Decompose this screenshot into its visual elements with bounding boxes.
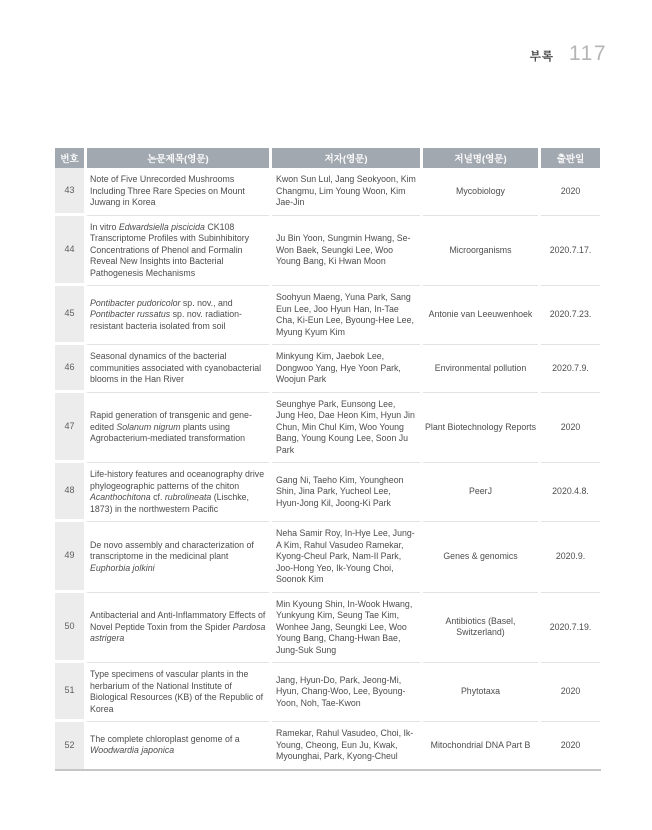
authors-cell: Minkyung Kim, Jaebok Lee, Dongwoo Yang, Hye Yoon Park, Woojun Park <box>272 345 420 393</box>
authors-cell: Gang Ni, Taeho Kim, Youngheon Shin, Jina Park, Yucheol Lee, Hyun-Jong Kil, Joong-Ki Park <box>272 463 420 522</box>
column-header-title: 논문제목(영문) <box>87 148 269 168</box>
paper-title-cell: Note of Five Unrecorded Mushrooms Including Three Rare Species on Mount Juwang in Korea <box>87 168 269 216</box>
row-number-cell: 43 <box>55 168 84 216</box>
column-header-date: 출판일 <box>541 148 600 168</box>
journal-cell: PeerJ <box>423 463 538 522</box>
journal-cell: Environmental pollution <box>423 345 538 393</box>
journal-cell: Mitochondrial DNA Part B <box>430 739 531 750</box>
table-row <box>55 345 601 393</box>
date-cell: 2020 <box>541 393 600 464</box>
table-row <box>55 286 601 345</box>
appendix-label: 부록 <box>529 51 555 63</box>
journal-cell: Phytotaxa <box>423 663 538 722</box>
date-cell: 2020.9. <box>541 522 600 593</box>
row-number-cell: 48 <box>55 463 84 522</box>
row-number-cell: 45 <box>55 286 84 345</box>
paper-title-cell: Life-history features and oceanography drive phylogeographic patterns of the chiton Acanthochitona cf. rubrolineata (Lischke, 1873) in the northwestern Pacific <box>87 463 269 522</box>
paper-title-cell: Seasonal dynamics of the bacterial communities associated with cyanobacterial blooms in the Han River <box>87 345 269 393</box>
paper-title-cell: In vitro Edwardsiella piscicida CK108 Transcriptome Profiles with Subinhibitory Concentrations of Phenol and Formalin Reveal New Insights into Bacterial Pathogenesis Mechanisms <box>87 216 269 287</box>
table-row <box>55 393 601 464</box>
authors-cell: Neha Samir Roy, In-Hye Lee, Jung-A Kim, Rahul Vasudeo Ramekar, Kyong-Cheul Park, Nam-Il Park, Joo-Hong Yeo, Ik-Young Choi, Soonok Kim <box>272 522 420 593</box>
table-row <box>55 522 601 593</box>
date-cell: 2020.7.19. <box>541 593 600 664</box>
date-cell: 2020 <box>560 739 581 750</box>
authors-cell: Kwon Sun Lul, Jang Seokyoon, Kim Changmu, Lim Young Woon, Kim Jae-Jin <box>272 168 420 216</box>
date-cell: 2020 <box>541 663 600 722</box>
paper-title-cell: Pontibacter pudoricolor sp. nov., and Pontibacter russatus sp. nov. radiation-resistant bacteria isolated from soil <box>87 286 269 345</box>
authors-cell: Ramekar, Rahul Vasudeo, Choi, Ik-Young, Cheong, Eun Ju, Kwak, Myounghai, Park, Kyong-Cheul <box>276 728 414 761</box>
table-row <box>55 593 601 664</box>
authors-cell: Min Kyoung Shin, In-Wook Hwang, Yunkyung Kim, Seung Tae Kim, Wonhee Jang, Seungki Lee, Woo Young Bang, Chang-Hwan Bae, Jung-Suk Sung <box>272 593 420 664</box>
table-row <box>55 663 601 722</box>
paper-title-cell: Antibacterial and Anti-Inflammatory Effects of Novel Peptide Toxin from the Spider Pardosa astrigera <box>87 593 269 664</box>
row-number-cell: 44 <box>55 216 84 287</box>
journal-cell: Mycobiology <box>423 168 538 216</box>
row-number-cell: 47 <box>55 393 84 464</box>
journal-cell: Antonie van Leeuwenhoek <box>423 286 538 345</box>
paper-title-cell: De novo assembly and characterization of transcriptome in the medicinal plant Euphorbia jolkini <box>87 522 269 593</box>
date-cell: 2020.7.17. <box>541 216 600 287</box>
papers-table <box>55 148 601 771</box>
authors-cell: Jang, Hyun-Do, Park, Jeong-Mi, Hyun, Chang-Woo, Lee, Byoung-Yoon, Noh, Tae-Kwon <box>272 663 420 722</box>
authors-cell: Seunghye Park, Eunsong Lee, Jung Heo, Dae Heon Kim, Hyun Jin Chun, Min Chul Kim, Woo Young Bang, Young Koung Lee, Soon Ju Park <box>272 393 420 464</box>
page-header <box>530 42 607 66</box>
date-cell: 2020.7.23. <box>541 286 600 345</box>
table-row <box>55 463 601 522</box>
authors-cell: Ju Bin Yoon, Sungmin Hwang, Se-Won Baek, Seungki Lee, Woo Young Bang, Ki Hwan Moon <box>272 216 420 287</box>
column-header-authors: 저자(영문) <box>272 148 420 168</box>
table-row <box>55 168 601 216</box>
row-number-cell: 52 <box>55 722 84 769</box>
date-cell: 2020.7.9. <box>541 345 600 393</box>
table-row <box>55 216 601 287</box>
journal-cell: Microorganisms <box>423 216 538 287</box>
row-number-cell: 49 <box>55 522 84 593</box>
row-number-cell: 46 <box>55 345 84 393</box>
table-body <box>55 168 601 769</box>
journal-cell: Plant Biotechnology Reports <box>423 393 538 464</box>
date-cell: 2020 <box>541 168 600 216</box>
journal-cell: Genes & genomics <box>423 522 538 593</box>
page-number: 117 <box>569 42 607 65</box>
journal-cell: Antibiotics (Basel, Switzerland) <box>423 593 538 664</box>
row-number-cell: 50 <box>55 593 84 664</box>
paper-title-cell: Type specimens of vascular plants in the herbarium of the National Institute of Biological Resources (KB) of the Republic of Korea <box>87 663 269 722</box>
date-cell: 2020.4.8. <box>541 463 600 522</box>
column-header-journal: 저널명(영문) <box>423 148 538 168</box>
paper-title-cell: The complete chloroplast genome of a Woodwardia japonica <box>90 733 240 756</box>
table-header-row <box>55 148 601 168</box>
column-header-number: 번호 <box>55 148 84 168</box>
row-number-cell: 51 <box>55 663 84 722</box>
paper-title-cell: Rapid generation of transgenic and gene-edited Solanum nigrum plants using Agrobacterium-mediated transformation <box>87 393 269 464</box>
authors-cell: Soohyun Maeng, Yuna Park, Sang Eun Lee, Joo Hyun Han, In-Tae Cha, Ki-Eun Lee, Byoung-Hee Lee, Myung Kyum Kim <box>272 286 420 345</box>
table-row <box>55 722 601 769</box>
